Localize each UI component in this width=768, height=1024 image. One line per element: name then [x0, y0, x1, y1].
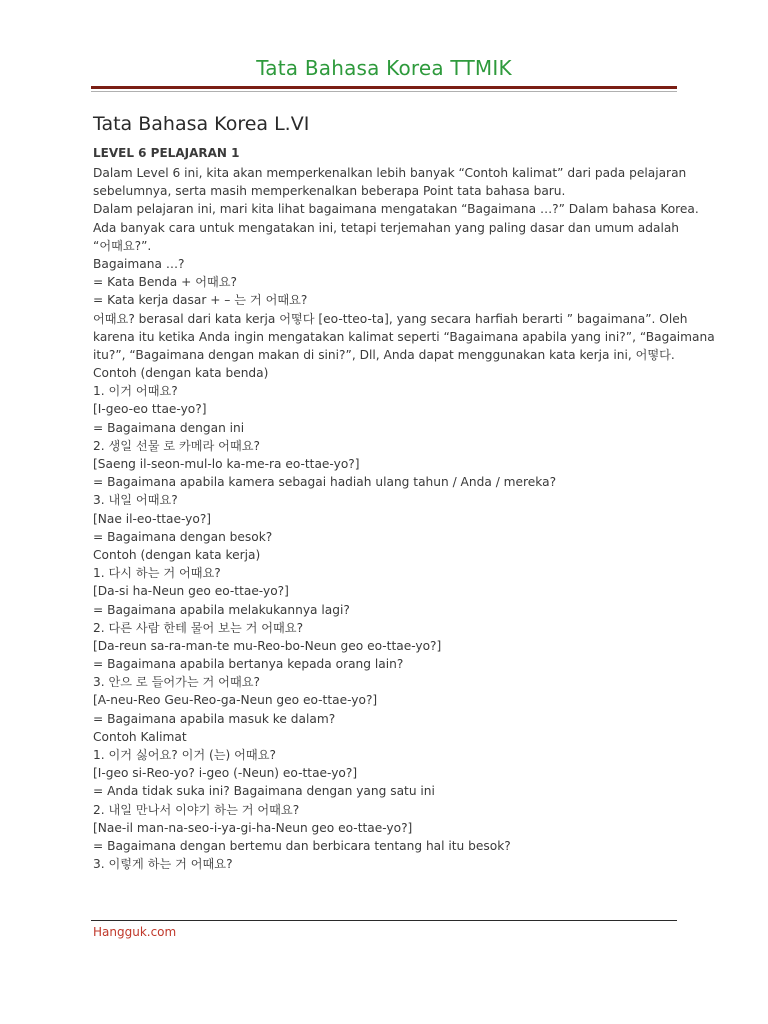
footer-link[interactable]: Hangguk.com — [93, 925, 177, 939]
text-line: = Bagaimana dengan besok? — [93, 529, 273, 544]
text-line: Ada banyak cara untuk mengatakan ini, tetapi terjemahan yang paling dasar dan umum adalah — [93, 220, 680, 235]
text-line: [Da-reun sa-ra-man-te mu-Reo-bo-Neun geo eo-ttae-yo?] — [93, 638, 442, 653]
text-line: = Bagaimana dengan ini — [93, 420, 245, 435]
text-line: 1. 이거 어때요? — [93, 384, 178, 399]
document-title: Tata Bahasa Korea L.VI — [93, 113, 310, 135]
text-line: [Nae il-eo-ttae-yo?] — [93, 511, 212, 526]
document-body — [93, 164, 715, 873]
text-line: 3. 안으 로 들어가는 거 어때요? — [93, 675, 260, 690]
text-line: [Nae-il man-na-seo-i-ya-gi-ha-Neun geo eo-ttae-yo?] — [93, 820, 413, 835]
text-line: = Anda tidak suka ini? Bagaimana dengan yang satu ini — [93, 784, 435, 799]
text-line: [I-geo-eo ttae-yo?] — [93, 402, 207, 417]
text-line: [Da-si ha-Neun geo eo-ttae-yo?] — [93, 584, 289, 599]
page-header-title: Tata Bahasa Korea TTMIK — [256, 56, 512, 80]
text-line: 3. 이렇게 하는 거 어때요? — [93, 857, 233, 872]
text-line: Dalam pelajaran ini, mari kita lihat bagaimana mengatakan “Bagaimana …?” Dalam bahasa Korea. — [93, 202, 699, 217]
text-line: [I-geo si-Reo-yo? i-geo (-Neun) eo-ttae-yo?] — [93, 766, 358, 781]
text-line: 2. 내일 만나서 이야기 하는 거 어때요? — [93, 802, 300, 817]
header-divider — [91, 86, 677, 89]
text-line: 1. 이거 싫어요? 이거 (는) 어때요? — [93, 748, 276, 762]
text-line: Contoh Kalimat — [93, 729, 187, 744]
text-line: = Kata kerja dasar + – 는 거 어때요? — [93, 293, 308, 308]
text-line: = Bagaimana apabila bertanya kepada orang lain? — [93, 657, 404, 672]
text-line: Contoh (dengan kata benda) — [93, 366, 269, 381]
text-line: 3. 내일 어때요? — [93, 493, 178, 508]
text-line: 어때요? berasal dari kata kerja 어떻다 [eo-tteo-ta], yang secara harfiah berarti ” bagaimana”. Oleh — [93, 311, 688, 326]
text-line: Contoh (dengan kata kerja) — [93, 547, 261, 562]
text-line: karena itu ketika Anda ingin mengatakan kalimat seperti “Bagaimana apabila yang ini?”, “Bagaimana — [93, 329, 715, 344]
text-line: 2. 다른 사람 한테 물어 보는 거 어때요? — [93, 620, 304, 635]
text-line: 2. 생일 선물 로 카메라 어때요? — [93, 438, 260, 453]
text-line: itu?”, “Bagaimana dengan makan di sini?”, Dll, Anda dapat menggunakan kata kerja ini, 어떻다. — [93, 347, 675, 362]
footer-divider — [91, 920, 677, 921]
text-line: = Bagaimana apabila kamera sebagai hadiah ulang tahun / Anda / mereka? — [93, 475, 557, 490]
text-line: [A-neu-Reo Geu-Reo-ga-Neun geo eo-ttae-yo?] — [93, 693, 378, 708]
text-line: = Kata Benda + 어때요? — [93, 275, 237, 290]
lesson-heading: LEVEL 6 PELAJARAN 1 — [93, 146, 240, 160]
text-line: = Bagaimana dengan bertemu dan berbicara tentang hal itu besok? — [93, 838, 511, 853]
text-line: Bagaimana …? — [93, 256, 185, 271]
text-line: [Saeng il-seon-mul-lo ka-me-ra eo-ttae-yo?] — [93, 457, 360, 471]
text-line: 1. 다시 하는 거 어때요? — [93, 566, 221, 581]
text-line: Dalam Level 6 ini, kita akan memperkenalkan lebih banyak “Contoh kalimat” dari pada pelajaran — [93, 166, 687, 180]
header-divider-thin — [91, 91, 677, 92]
text-line: = Bagaimana apabila melakukannya lagi? — [93, 602, 350, 617]
text-line: sebelumnya, serta masih memperkenalkan beberapa Point tata bahasa baru. — [93, 184, 566, 199]
text-line: “어때요?”. — [93, 238, 152, 253]
text-line: = Bagaimana apabila masuk ke dalam? — [93, 711, 336, 726]
